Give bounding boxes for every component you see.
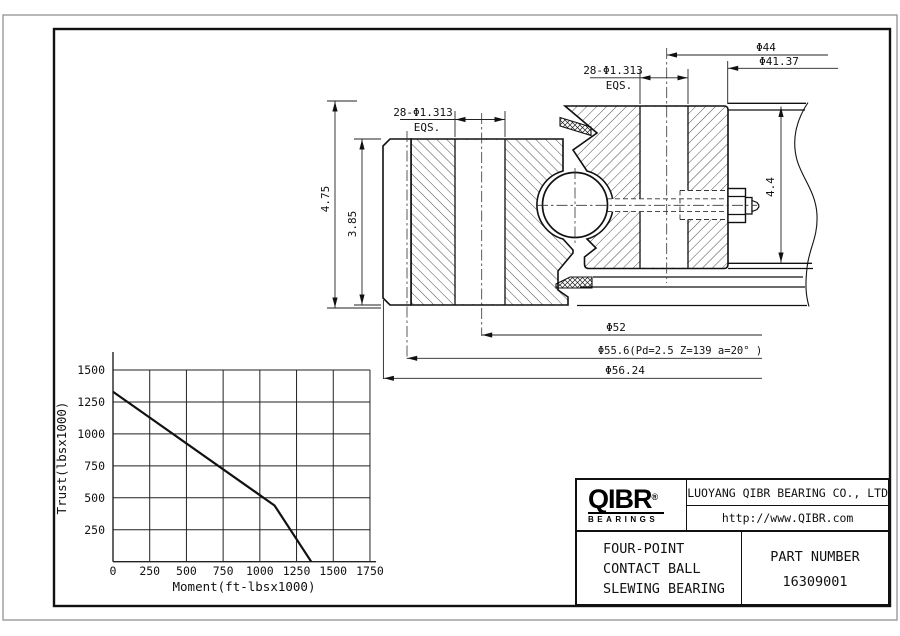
chart-grid xyxy=(113,370,370,562)
dim-bolt-inner-eqs: EQS. xyxy=(413,121,441,134)
chart-tick-label: 250 xyxy=(84,522,105,537)
chart-tick-label: 1000 xyxy=(77,426,105,441)
chart-tick-label: 1250 xyxy=(282,564,311,578)
product-name-line: FOUR-POINT xyxy=(603,541,685,557)
dim-phi44: Φ44 xyxy=(756,41,776,54)
chart-tick-label: 1500 xyxy=(77,363,105,377)
company-logo xyxy=(577,480,687,530)
chart-y-tick-labels xyxy=(77,363,105,537)
part-number-cell xyxy=(742,532,888,606)
company-name: LUOYANG QIBR BEARING CO., LTD xyxy=(687,480,888,506)
chart-tick-label: 1250 xyxy=(77,394,105,409)
bearing-cross-section xyxy=(383,48,817,359)
chart-tick-label: 750 xyxy=(84,458,105,473)
break-line xyxy=(795,103,817,307)
chart-tick-label: 500 xyxy=(176,564,197,578)
chart-tick-label: 750 xyxy=(212,564,234,578)
product-name-line: SLEWING BEARING xyxy=(603,581,725,597)
chart-tick-label: 1750 xyxy=(356,564,384,578)
capacity-chart xyxy=(54,352,384,594)
dim-bolt-outer: 28-Φ1.313 xyxy=(583,64,643,77)
title-block-detail-row xyxy=(577,532,888,606)
chart-tick-label: 1000 xyxy=(245,564,274,578)
product-name-cell xyxy=(577,532,742,606)
chart-data-line xyxy=(113,392,311,562)
dim-bolt-outer-eqs: EQS. xyxy=(605,79,633,92)
logo-subtext: BEARINGS xyxy=(588,514,659,524)
company-website: http://www.QIBR.com xyxy=(721,511,854,526)
title-block xyxy=(575,478,890,606)
dim-height-44: 4.4 xyxy=(764,177,777,197)
part-number-value: 16309001 xyxy=(782,573,848,590)
title-block-header-row xyxy=(577,480,888,532)
company-info-cell xyxy=(687,480,888,530)
registered-trademark-icon: ® xyxy=(651,491,658,502)
outer-bolt-hole xyxy=(641,107,687,268)
dim-phi4137: Φ41.37 xyxy=(759,55,799,68)
logo-underline xyxy=(588,512,664,514)
dim-bolt-inner: 28-Φ1.313 xyxy=(393,106,453,119)
dim-phi5624: Φ56.24 xyxy=(605,364,645,377)
dim-height-385: 3.85 xyxy=(346,210,359,238)
dim-phi52: Φ52 xyxy=(606,321,626,334)
chart-tick-label: 250 xyxy=(139,564,161,578)
chart-tick-label: 500 xyxy=(84,490,105,505)
product-name-line: CONTACT BALL xyxy=(603,561,701,577)
chart-x-axis-label: Moment(ft-lbsx1000) xyxy=(172,579,316,594)
dim-phi556-pitch: Φ55.6(Pd=2.5 Z=139 a=20° ) xyxy=(597,345,763,357)
part-number-label: PART NUMBER xyxy=(770,548,860,565)
chart-tick-label: 0 xyxy=(109,564,117,578)
chart-series xyxy=(113,392,311,562)
chart-tick-label: 1500 xyxy=(319,564,348,578)
inner-bolt-hole xyxy=(456,140,504,304)
gear-tooth-band xyxy=(383,139,411,305)
chart-y-axis-label: Trust(lbsx1000) xyxy=(54,401,69,515)
logo-wordmark: QIBR® xyxy=(588,483,658,514)
chart-x-tick-labels xyxy=(110,564,384,578)
dim-height-475: 4.75 xyxy=(319,185,332,213)
